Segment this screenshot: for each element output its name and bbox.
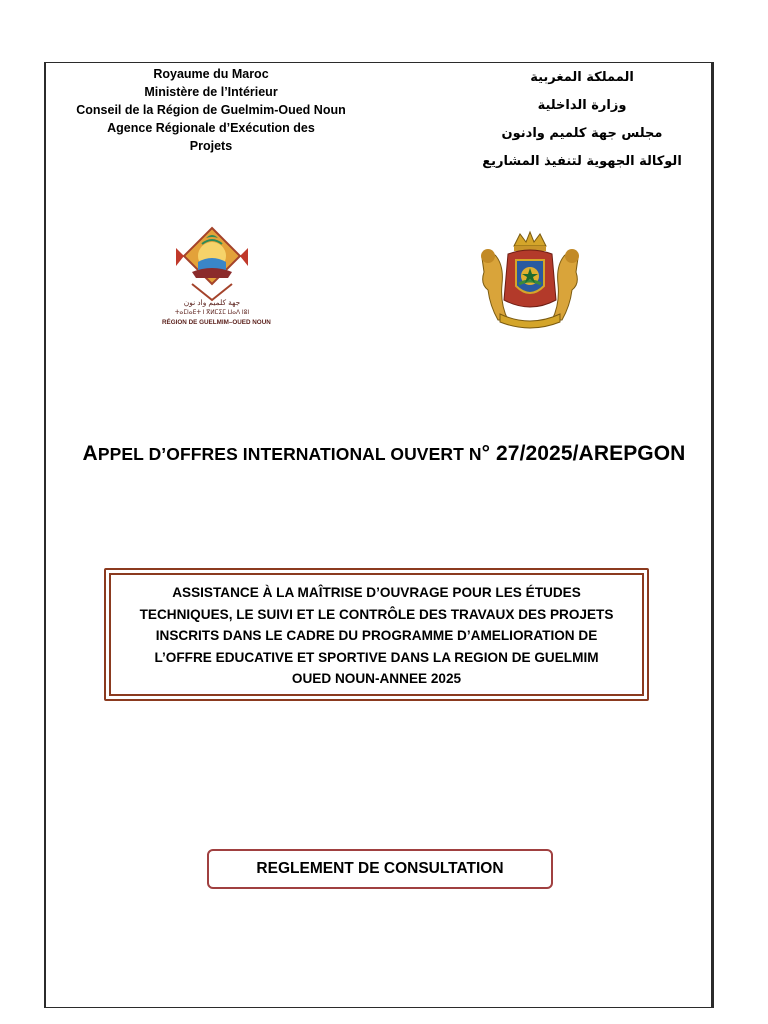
tender-title-rest: ° 27/2025/AREPGON [481, 442, 686, 465]
subject-line: OUED NOUN-ANNEE 2025 [291, 671, 462, 686]
header-arabic [462, 64, 702, 176]
header-ar-line: المملكة المغربية [530, 70, 634, 85]
header-ar-line: مجلس جهة كلميم وادنون [501, 126, 663, 141]
document-type-box [207, 849, 553, 889]
region-caption-french: RÉGION DE GUELMIM–OUED NOUN [162, 319, 271, 326]
header-fr-line: Royaume du Maroc [153, 67, 269, 81]
document-type-label: REGLEMENT DE CONSULTATION [256, 860, 504, 877]
tender-title-part-a: PPEL D’ [97, 444, 167, 464]
region-caption-arabic: جهة كلميم واد نون [183, 298, 241, 307]
subject-line: INSCRITS DANS LE CADRE DU PROGRAMME D’AMELIORATION DE [155, 628, 598, 643]
coat-of-arms [474, 228, 586, 332]
header-ar-line: الوكالة الجهوية لتنفيذ المشاريع [482, 154, 682, 169]
subject-text [112, 582, 641, 690]
tender-title-cap-o: OFFRES INTERNATIONAL OUVERT N [166, 444, 482, 464]
header-fr-line: Ministère de l’Intérieur [144, 85, 278, 99]
header-ar-line: وزارة الداخلية [537, 98, 627, 113]
subject-line: L’OFFRE EDUCATIVE ET SPORTIVE DANS LA REGION DE GUELMIM [154, 649, 599, 665]
subject-line: TECHNIQUES, LE SUIVI ET LE CONTRÔLE DES TRAVAUX DES PROJETS [139, 606, 614, 622]
header-fr-line: Projets [189, 139, 233, 153]
morocco-coat-of-arms-icon [474, 228, 586, 332]
subject-line: ASSISTANCE À LA MAÎTRISE D’OUVRAGE POUR LES ÉTUDES [172, 585, 581, 600]
tender-title [60, 442, 708, 466]
subject-box [104, 568, 649, 701]
tender-title-cap-a: A [82, 442, 98, 465]
region-caption-tifinagh: ⵜⴰⵎⵏⴰⴹⵜ ⵏ ⴳⵍⵎⵉⵎ ⵡⴰⴷ ⵏⵓⵏ [174, 310, 250, 316]
header-french [50, 65, 372, 155]
region-emblem-icon [162, 226, 262, 306]
region-logo [162, 226, 271, 334]
header-fr-line: Conseil de la Région de Guelmim-Oued Noun [76, 103, 346, 117]
header-fr-line: Agence Régionale d’Exécution des [107, 121, 315, 135]
